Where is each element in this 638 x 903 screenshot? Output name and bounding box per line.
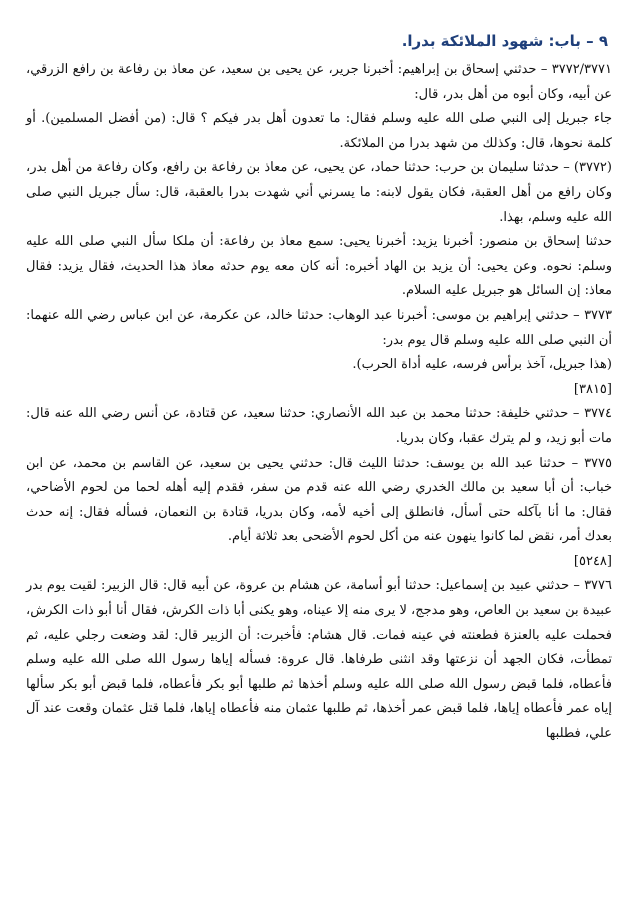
- hadith-3771-text: جاء جبريل إلى النبي صلى الله عليه وسلم فقال: ما تعدون أهل بدر فيكم ؟ قال: (من أفضل المسلمين). أو كلمة نحوها، قال: وكذلك من شهد بدرا من الملائكة.: [26, 111, 612, 151]
- cross-reference-5248: [٥٢٤٨]: [573, 553, 612, 569]
- hadith-3772: (٣٧٧٢) – حدثنا سليمان بن حرب: حدثنا حماد، عن يحيى، عن معاذ بن رفاعة بن رافع، وكان رفاعة من أهل بدر، وكان رافع من أهل العقبة، فكان يقول لابنه: ما يسرني أني شهدت بدرا بالعقبة، قال: سأل جبريل النبي صلى الله عليه وسلم، بهذا.: [26, 160, 612, 225]
- cross-reference-3815: [٣٨١٥]: [573, 381, 612, 397]
- hadith-3774: ٣٧٧٤ – حدثني خليفة: حدثنا محمد بن عبد الله الأنصاري: حدثنا سعيد، عن قتادة، عن أنس رضي الله عنه قال: مات أبو زيد، و لم يترك عقبا، وكان بدريا.: [26, 406, 612, 446]
- chapter-title: ٩ – باب: شهود الملائكة بدرا.: [401, 32, 608, 50]
- hadith-3773-chain: ٣٧٧٣ – حدثني إبراهيم بن موسى: أخبرنا عبد الوهاب: حدثنا خالد، عن عكرمة، عن ابن عباس رضي الله عنهما: أن النبي صلى الله عليه وسلم قال يوم بدر:: [26, 307, 612, 348]
- hadith-3776: ٣٧٧٦ – حدثني عبيد بن إسماعيل: حدثنا أبو أسامة، عن هشام بن عروة، عن أبيه قال: قال الزبير: لقيت يوم بدر عبيدة بن سعيد بن العاص، وهو مدجج، لا يرى منه إلا عيناه، وهو يكنى أبا ذات الكرش، فقال أنا أبو ذات الكرش، فحملت عليه بالعنزة فطعنته في عينه فمات. قال هشام: فأخبرت: أن الزبير قال: لقد وضعت رجلي عليه، ثم تمطأت، فكان الجهد أن نزعتها وقد انثنى طرفاها. قال عروة: فسأله إياها رسول الله صلى الله عليه وسلم فأعطاه، فلما قبض رسول الله صلى الله عليه وسلم أخذها ثم طلبها أبو بكر فأعطاه، فلما قبض أبو بكر سألها إياه عمر فأعطاه إياها، فلما قبض عمر أخذها، ثم طلبها عثمان منه فأعطاه إياها، فلما قتل عثمان وقعت عند آل علي، فطلبها: [26, 578, 612, 742]
- document-page: [26, 30, 612, 893]
- hadith-3775: ٣٧٧٥ – حدثنا عبد الله بن يوسف: حدثنا الليث قال: حدثني يحيى بن سعيد، عن القاسم بن محمد، عن ابن خباب: أن أبا سعيد بن مالك الخدري رضي الله عنه قدم من سفر، فقدم إليه أهله لحما من لحوم الأضاحي، فقال: ما أنا بآكله حتى أسأل، فانطلق إلى أخيه لأمه، وكان بدريا، قتادة بن النعمان، فسأله فقال: إنه حدث بعدك أمر، نقض لما كانوا ينهون عنه من أكل لحوم الأضحى بعد ثلاثة أيام.: [26, 455, 612, 545]
- hadith-3771-chain: ٣٧٧٢/٣٧٧١ – حدثني إسحاق بن إبراهيم: أخبرنا جرير، عن يحيى بن سعيد، عن معاذ بن رفاعة بن رافع الزرقي، عن أبيه، وكان أبوه من أهل بدر، قال:: [26, 62, 612, 102]
- hadith-3772-alt-chain: حدثنا إسحاق بن منصور: أخبرنا يزيد: أخبرنا يحيى: سمع معاذ بن رفاعة: أن ملكا سأل النبي صلى الله عليه وسلم: نحوه. وعن يحيى: أن يزيد بن الهاد أخبره: أنه كان معه يوم حدثه معاذ هذا الحديث، فقال يزيد: فقال معاذ: إن السائل هو جبريل عليه السلام.: [26, 234, 612, 299]
- hadith-3773-text: (هذا جبريل، آخذ برأس فرسه، عليه أداة الحرب).: [352, 357, 612, 373]
